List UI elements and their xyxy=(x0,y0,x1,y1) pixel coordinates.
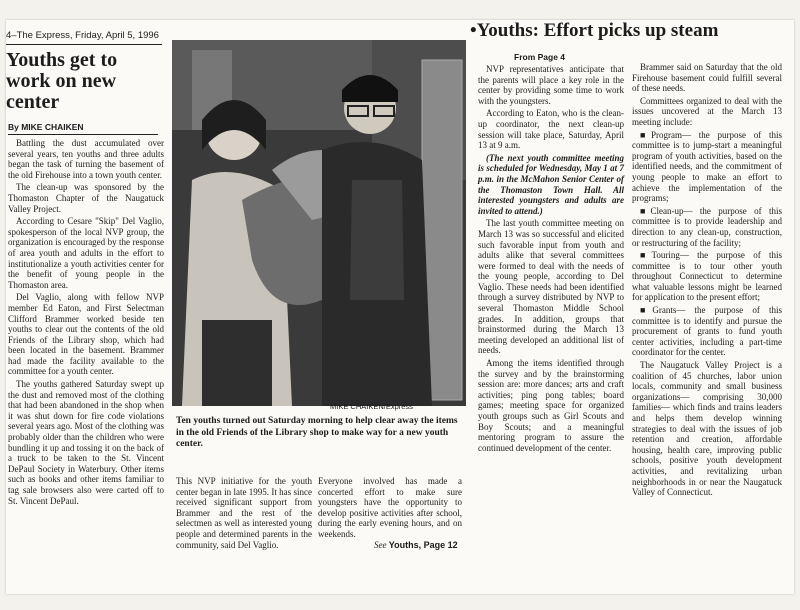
photo-illustration xyxy=(172,40,466,406)
dateline: 4–The Express, Friday, April 5, 1996 xyxy=(6,30,159,41)
see-reference: Youths, Page 12 xyxy=(388,540,458,550)
col5-paragraph: The Naugatuck Valley Project is a coalition of 45 churches, labor union locals, community and small business organizations— comprising 30,000 families— which finds and trains leaders and helps them develop winning strategies to deal with the issues of job retention and creation, affordable housing, health care, improving public schools, positive youth development activities, and revitalizing urban neighborhoods in or near the Naugatuck Valley of Connecticut. xyxy=(632,360,782,498)
col5-paragraph: ■Clean-up— the purpose of this committee is to provide leadership and direction to any clean-up, construction, or restructuring of the facility; xyxy=(632,205,782,248)
col4-paragraph: According to Eaton, who is the clean-up coordinator, the next clean-up session will take place, Saturday, April 13 at 9 a.m. xyxy=(478,108,624,151)
col5-paragraph: Committees organized to deal with the issues uncovered at the March 13 meeting include: xyxy=(632,95,782,127)
col4-paragraph: Among the items identified through the survey and by the brainstorming session are: more dances; arts and craft activities; ping pong tables; board games; meeting space for organized youth groups such as Girl Scouts and Boy Scouts; and a meaningful mentoring program to assure the continued development of the center. xyxy=(478,358,624,453)
col5-paragraph: ■Touring— the purpose of this committee is to tour other youth throughout Connecticut to determine what valuable lessons might be learned for application to the present effort; xyxy=(632,250,782,303)
column-5 xyxy=(632,62,782,500)
col1-paragraph: Del Vaglio, along with fellow NVP member Ed Eaton, and First Selectman Clifford Brammer worked beside ten youths to clear out the contents of the old Friends of the Library shop, which had been located in the basement. Brammer had made the facility available to the committee for a youth center. xyxy=(8,292,164,377)
jump-headline: •Youths: Effort picks up steam xyxy=(470,20,719,41)
col1-paragraph: According to Cesare "Skip" Del Vaglio, spokesperson of the local NVP group, the organization is encouraged by the response of area youth and adults in the effort to institutionalize a youth activities center for the benefit of young people in the Thomaston area. xyxy=(8,216,164,290)
photo-credit: MIKE CHAIKEN/Express xyxy=(330,402,413,411)
col1-paragraph: The youths gathered Saturday swept up the dust and removed most of the clothing that had been abandoned in the shop when it was shut down for fire code violations several years ago. Most of the clothing was probably older than the children who were bundling it up and tossing it on the back of a truck to be taken to the St. Vincent DePaul Society in Waterbury. Other items such as books and other items familiar to tag sale browsers also were carted off to St. Vincent DePaul. xyxy=(8,379,164,506)
column-4 xyxy=(478,64,624,455)
continuation-note xyxy=(374,540,458,550)
col4-paragraph: The last youth committee meeting on March 13 was so successful and elicited such favorable input from youth and adults alike that several committees were formed to deal with the needs of the young people, according to Del Vaglio. These needs had been identified through a survey distributed by NVP to several Thomaston Middle School grades. In addition, groups that brainstormed during the March 13 meeting developed an additional list of needs. xyxy=(478,218,624,356)
dateline-rule xyxy=(6,44,162,45)
col2-paragraph: This NVP initiative for the youth center began in late 1995. It has since received significant support from Brammer and the rest of the selectmen as well as interested young people and determined parents in the community, said Del Vaglio. xyxy=(176,476,312,550)
col1-paragraph: Battling the dust accumulated over several years, ten youths and three adults began the task of turning the basement of the old Firehouse into a town youth center. xyxy=(8,138,164,180)
col5-paragraph: ■Program— the purpose of this committee is to jump-start a meaningful program of youth activities, based on the identified needs, and the commitment of young people to make an effort to achieve the implementation of the programs; xyxy=(632,129,782,204)
photo-caption: Ten youths turned out Saturday morning to help clear away the items in the old Friends of the Library shop to make way for a new youth center. xyxy=(176,416,458,449)
from-page-label: From Page 4 xyxy=(514,52,566,62)
col5-paragraph: Brammer said on Saturday that the old Firehouse basement could fulfill several of these needs. xyxy=(632,62,782,94)
col4-paragraph: (The next youth committee meeting is scheduled for Wednesday, May 1 at 7 p.m. in the McMahon Senior Center of the Thomaston Town Hall. All interested youngsters and adults are invited to attend.) xyxy=(478,152,624,216)
col1-paragraph: The clean-up was sponsored by the Thomaston Chapter of the Naugatuck Valley Project. xyxy=(8,182,164,214)
headline: Youths get to work on new center xyxy=(6,49,118,113)
col3-paragraph: Everyone involved has made a concerted effort to make sure youngsters have the opportunity to develop positive activities after school, during the early evening hours, and on weekends. xyxy=(318,476,462,539)
col5-paragraph: ■Grants— the purpose of this committee is to identify and pursue the procurement of grants to fund youth center activities, including a part-time coordinator for the center. xyxy=(632,305,782,358)
col4-paragraph: NVP representatives anticipate that the parents will place a key role in the center by providing some time to work with the youngsters. xyxy=(478,64,624,106)
column-1 xyxy=(8,138,164,508)
photo xyxy=(172,40,466,406)
byline: By MIKE CHAIKEN xyxy=(8,122,84,132)
column-2 xyxy=(176,476,312,552)
see-label: See xyxy=(374,540,387,550)
byline-rule xyxy=(8,134,158,135)
column-3 xyxy=(318,476,462,542)
